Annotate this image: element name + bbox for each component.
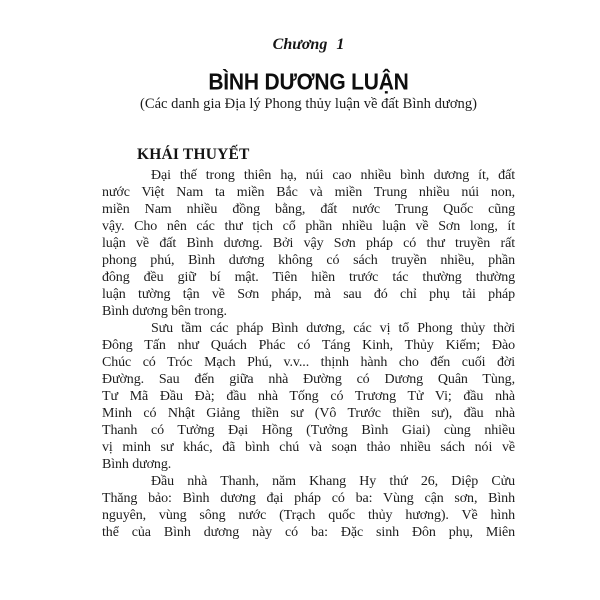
text-line: Thăng bảo: Bình dương đại pháp có ba: Vùng cận sơn, Bình bbox=[102, 491, 515, 506]
text-line: phong phú, Bình dương không có sách truyền nhiều, phần bbox=[102, 253, 515, 268]
section-heading: KHÁI THUYẾT bbox=[137, 146, 250, 163]
text-line: Chúc có Tróc Mạch Phú, v.v... thịnh hành cho đến cuối đời bbox=[102, 355, 515, 370]
text-line: Đường. Sau đến giữa nhà Đường có Dương Quân Tùng, bbox=[102, 372, 515, 387]
text-line: Đông Tấn như Quách Phác có Táng Kinh, Thủy Kiếm; Đào bbox=[102, 338, 515, 353]
text-line: Đại thế trong thiên hạ, núi cao nhiều bình dương ít, đất bbox=[151, 168, 515, 183]
text-line: vậy. Cho nên các thư tịch cổ phần nhiều luận về Sơn long, ít bbox=[102, 219, 515, 234]
text-line: đông đều giữ bí mật. Tiên hiền trước tác thường thường bbox=[102, 270, 515, 285]
text-line: vị minh sư khác, đã bình chú và soạn thảo nhiều sách nói về bbox=[102, 440, 515, 455]
text-line: nước Việt Nam ta miền Bắc và miền Trung nhiều núi non, bbox=[102, 185, 515, 200]
text-line: luận tường tận về Sơn pháp, mà sau đó chỉ phụ tải pháp bbox=[102, 287, 515, 302]
text-line: nguyên, vùng sông nước (Trạch quốc thủy hương). Về hình bbox=[102, 508, 515, 523]
body-text bbox=[102, 167, 515, 541]
text-line: Tư Mã Đầu Đà; đầu nhà Tống có Trương Tử Vi; đầu nhà bbox=[102, 389, 515, 404]
text-line: Minh có Nhật Giảng thiền sư (Vô Trước thiền sư), đầu nhà bbox=[102, 406, 515, 421]
text-line: Thanh có Tưởng Đại Hồng (Tưởng Bình Giai) cùng nhiều bbox=[102, 423, 515, 438]
page-content bbox=[102, 0, 515, 600]
text-line: Sưu tầm các pháp Bình dương, các vị tổ Phong thủy thời bbox=[151, 321, 515, 336]
text-line: thể của Bình dương này có ba: Đặc sinh Đôn phụ, Miên bbox=[102, 525, 515, 540]
text-line: Bình dương. bbox=[102, 457, 172, 472]
text-line: luận về đất Bình dương. Bởi vậy Sơn pháp có thư truyền rất bbox=[102, 236, 515, 251]
paragraph bbox=[102, 167, 515, 320]
paragraph bbox=[102, 473, 515, 541]
text-line: Bình dương bên trong. bbox=[102, 304, 227, 319]
text-line: Đầu nhà Thanh, năm Khang Hy thứ 26, Diệp Cửu bbox=[151, 474, 515, 489]
chapter-label: Chương 1 bbox=[272, 36, 345, 53]
page-title: BÌNH DƯƠNG LUẬN bbox=[208, 70, 409, 95]
paragraph bbox=[102, 320, 515, 473]
text-line: miền Nam nhiều đồng bằng, đất nước Trung Quốc cũng bbox=[102, 202, 515, 217]
page-subtitle: (Các danh gia Địa lý Phong thủy luận về đất Bình dương) bbox=[139, 96, 478, 112]
